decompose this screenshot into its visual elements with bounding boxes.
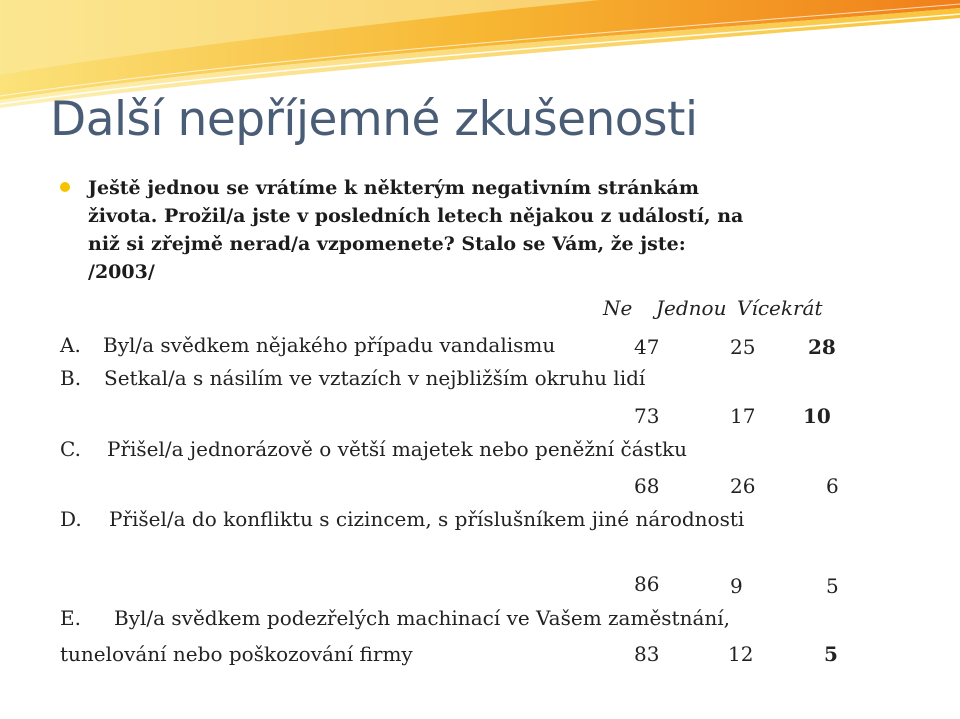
value-b-jednou: 17 [730,404,756,428]
item-text-a: Byl/a svědkem nějakého případu vandalismu [103,333,556,357]
value-d-ne: 86 [634,572,660,596]
item-marker-a: A. [60,333,81,357]
intro-line: Ještě jednou se vrátíme k některým negativním stránkám [88,177,699,199]
item-text-b: Setkal/a s násilím ve vztazích v nejbližším okruhu lidí [104,366,646,390]
value-c-ne: 68 [634,474,660,498]
value-c-jednou: 26 [730,474,756,498]
item-marker-d: D. [60,507,82,531]
value-e-vicekrat: 5 [824,642,838,666]
value-a-ne: 47 [634,335,660,359]
value-c-vicekrat: 6 [826,474,839,498]
item-marker-e: E. [60,606,81,630]
item-marker-b: B. [60,366,82,390]
value-b-vicekrat: 10 [803,404,831,428]
item-text-d: Přišel/a do konfliktu s cizincem, s příslušníkem jiné národnosti [109,507,745,531]
page-title: Další nepříjemné zkušenosti [50,92,698,147]
intro-line: /2003/ [88,261,155,283]
item-text-e-continued: tunelování nebo poškozování firmy [60,642,413,666]
intro-text [62,174,862,286]
value-d-vicekrat: 5 [826,574,839,598]
column-header-vicekrat: Vícekrát [737,296,823,320]
item-marker-c: C. [60,437,81,461]
intro-line: života. Prožil/a jste v posledních letech nějakou z událostí, na [88,205,744,227]
item-text-e: Byl/a svědkem podezřelých machinací ve Vašem zaměstnání, [114,606,731,630]
item-text-c: Přišel/a jednorázově o větší majetek nebo peněžní částku [107,437,687,461]
column-header-ne: Ne [603,296,633,320]
intro-line: niž si zřejmě nerad/a vzpomenete? Stalo se Vám, že jste: [88,233,686,255]
value-a-jednou: 25 [730,335,756,359]
value-e-jednou: 12 [728,642,754,666]
value-d-jednou: 9 [730,574,743,598]
value-b-ne: 73 [634,404,660,428]
column-header-jednou: Jednou [656,296,727,320]
value-e-ne: 83 [634,642,660,666]
value-a-vicekrat: 28 [808,335,836,359]
